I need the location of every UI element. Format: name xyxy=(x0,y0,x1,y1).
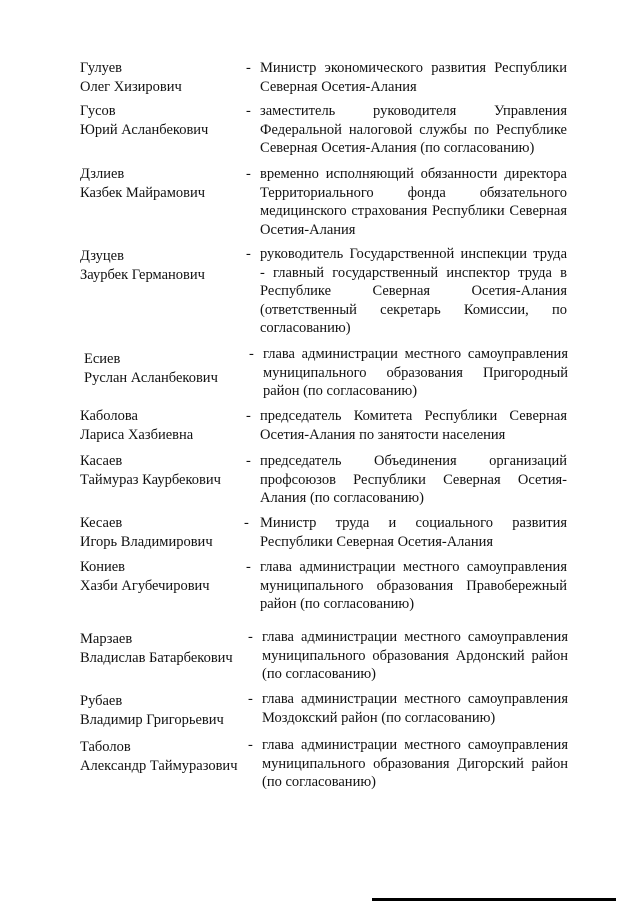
member-surname: Марзаев xyxy=(80,631,133,647)
member-surname: Каболова xyxy=(80,408,138,424)
footer-rule xyxy=(372,898,616,901)
member-name xyxy=(80,59,245,96)
member-given-names: Олег Хизирович xyxy=(80,78,182,95)
member-name xyxy=(80,514,245,551)
member-role: председатель Комитета Республики Северная Осетия-Алания по занятости населения xyxy=(260,408,567,443)
separator-dash: - xyxy=(246,103,251,119)
member-given-names: Юрий Асланбекович xyxy=(80,121,209,138)
member-given-names: Руслан Асланбекович xyxy=(84,369,218,386)
member-surname: Дзлиев xyxy=(80,166,125,182)
member-surname: Касаев xyxy=(80,453,123,469)
separator-dash: - xyxy=(246,246,251,262)
member-given-names: Заурбек Германович xyxy=(80,266,205,283)
member-surname: Рубаев xyxy=(80,693,123,709)
member-name xyxy=(80,452,245,489)
member-role: временно исполняющий обязанности директора Территориального фонда обязательного медицинского страхования Республики Северная Осетия-Алания xyxy=(260,166,567,238)
member-surname: Гусов xyxy=(80,103,116,119)
member-role: глава администрации местного самоуправления Моздокский район (по согласованию) xyxy=(262,691,568,726)
member-given-names: Таймураз Каурбекович xyxy=(80,471,221,488)
member-role: Министр труда и социального развития Республики Северная Осетия-Алания xyxy=(260,515,567,550)
member-given-names: Хазби Агубечирович xyxy=(80,577,210,594)
member-name xyxy=(80,165,245,202)
member-surname: Таболов xyxy=(80,739,131,755)
member-name xyxy=(80,407,245,444)
member-role: глава администрации местного самоуправления муниципального образования Пригородный район (по согласованию) xyxy=(263,346,568,400)
member-role: глава администрации местного самоуправления муниципального образования Дигорский район (по согласованию) xyxy=(262,737,568,791)
member-given-names: Игорь Владимирович xyxy=(80,533,213,550)
member-surname: Кесаев xyxy=(80,515,123,531)
member-given-names: Казбек Майрамович xyxy=(80,184,206,201)
separator-dash: - xyxy=(246,559,251,575)
member-name xyxy=(80,102,245,139)
member-role: глава администрации местного самоуправления муниципального образования Правобережный район (по согласованию) xyxy=(260,559,567,613)
member-name xyxy=(80,738,245,775)
member-role: Министр экономического развития Республики Северная Осетия-Алания xyxy=(260,60,567,95)
member-given-names: Владимир Григорьевич xyxy=(80,711,224,728)
member-given-names: Лариса Хазбиевна xyxy=(80,426,194,443)
member-name xyxy=(84,350,249,387)
member-role: руководитель Государственной инспекции труда - главный государственный инспектор труда в Республике Северная Осетия-Алания (ответственный секретарь Комиссии, по согласованию) xyxy=(260,246,567,337)
member-name xyxy=(80,692,245,729)
member-role: глава администрации местного самоуправления муниципального образования Ардонский район (по согласованию) xyxy=(262,629,568,683)
separator-dash: - xyxy=(246,408,251,424)
member-surname: Гулуев xyxy=(80,60,123,76)
separator-dash: - xyxy=(248,737,253,753)
separator-dash: - xyxy=(246,453,251,469)
member-role: председатель Объединения организаций профсоюзов Республики Северная Осетия-Алания (по согласованию) xyxy=(260,453,567,507)
member-surname: Дзуцев xyxy=(80,248,124,264)
member-role: заместитель руководителя Управления Федеральной налоговой службы по Республике Северная Осетия-Алания (по согласованию) xyxy=(260,103,567,157)
member-given-names: Владислав Батарбекович xyxy=(80,649,233,666)
separator-dash: - xyxy=(248,629,253,645)
member-name xyxy=(80,630,245,667)
separator-dash: - xyxy=(248,691,253,707)
separator-dash: - xyxy=(244,515,249,531)
member-surname: Есиев xyxy=(84,351,121,367)
member-name xyxy=(80,247,245,284)
member-name xyxy=(80,558,245,595)
separator-dash: - xyxy=(249,346,254,362)
member-surname: Кониев xyxy=(80,559,126,575)
member-given-names: Александр Таймуразович xyxy=(80,757,238,774)
separator-dash: - xyxy=(246,60,251,76)
separator-dash: - xyxy=(246,166,251,182)
